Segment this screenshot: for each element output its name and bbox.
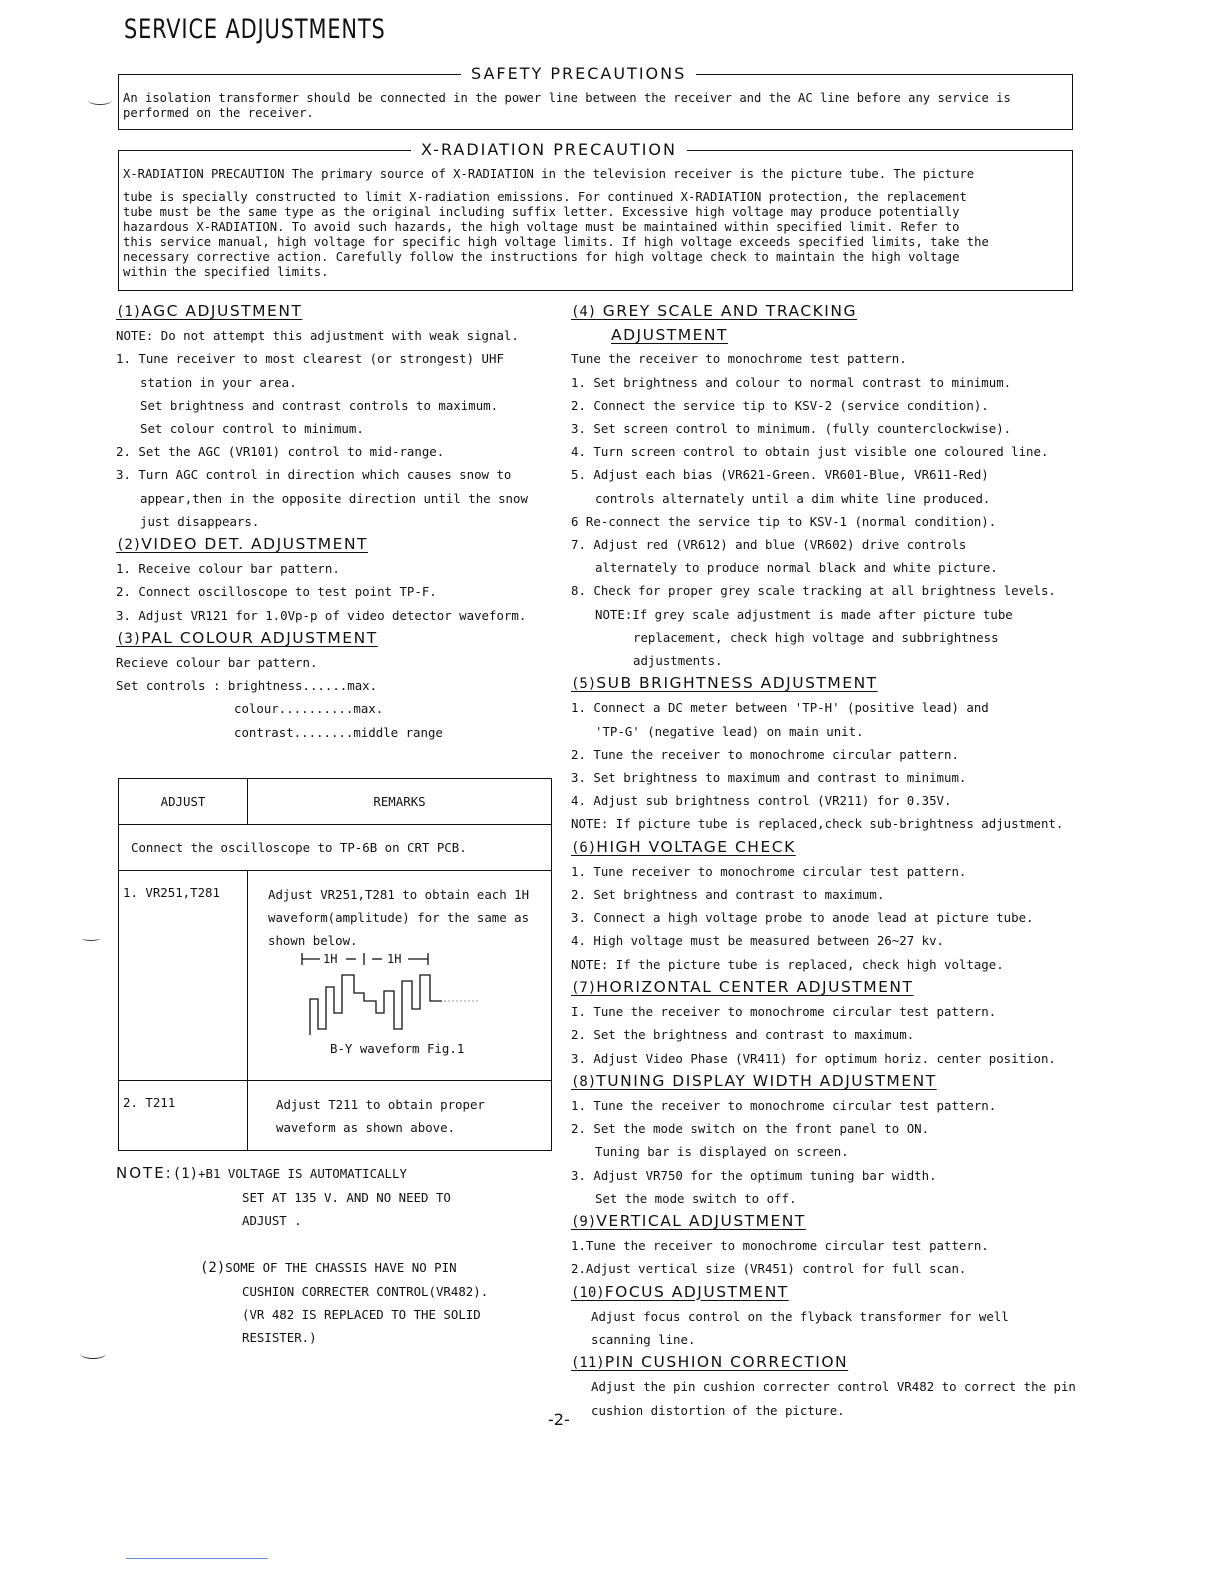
right-column — [571, 300, 1111, 1422]
grey-line: replacement, check high voltage and subbrightness — [633, 629, 999, 645]
vertical-line: 2.Adjust vertical size (VR451) control for full scan. — [571, 1261, 967, 1277]
video-det-line: 2. Connect oscilloscope to test point TP-F. — [116, 584, 437, 600]
sub-brightness-line: 4. Adjust sub brightness control (VR211) for 0.35V. — [571, 793, 952, 809]
note-line: NOTE:(1)+B1 VOLTAGE IS AUTOMATICALLY — [116, 1164, 407, 1182]
video-det-line: 3. Adjust VR121 for 1.0Vp-p of video detector waveform. — [116, 607, 527, 623]
xradiation-box — [118, 140, 1073, 291]
tuning-line: 3. Adjust VR750 for the optimum tuning bar width. — [571, 1167, 937, 1183]
tuning-line: 1. Tune the receiver to monochrome circular test pattern. — [571, 1097, 997, 1113]
sub-brightness-line: 3. Set brightness to maximum and contrast to minimum. — [571, 770, 967, 786]
grey-line: 6 Re-connect the service tip to KSV-1 (normal condition). — [571, 513, 997, 529]
agc-line: Set brightness and contrast controls to maximum. — [140, 397, 499, 413]
agc-line: station in your area. — [140, 374, 297, 390]
pal-line: colour..........max. — [234, 701, 384, 717]
agc-line: just disappears. — [140, 513, 260, 529]
agc-line: 1. Tune receiver to most clearest (or strongest) UHF — [116, 351, 504, 367]
grey-line: alternately to produce normal black and white picture. — [595, 560, 998, 576]
xrad-line: tube is specially constructed to limit X-radiation emissions. For continued X-RADIATION protection, the replacement — [123, 190, 967, 204]
agc-line: 2. Set the AGC (VR101) control to mid-range. — [116, 444, 445, 460]
focus-line: scanning line. — [591, 1331, 696, 1347]
table-row2-remarks — [248, 1081, 552, 1151]
note-label: NOTE: — [116, 1164, 173, 1182]
section-heading-vertical: (9)VERTICAL ADJUSTMENT — [571, 1211, 806, 1230]
pal-line: Recieve colour bar pattern. — [116, 655, 318, 671]
section-heading-high-voltage: (6)HIGH VOLTAGE CHECK — [571, 837, 796, 856]
agc-line: 3. Turn AGC control in direction which causes snow to — [116, 467, 512, 483]
xrad-line: this service manual, high voltage for specific high voltage limits. If high voltage exceeds specified limits, take the — [123, 235, 989, 249]
row2-remark-line: waveform as shown above. — [276, 1120, 456, 1136]
grey-line: 5. Adjust each bias (VR621-Green. VR601-Blue, VR611-Red) — [571, 467, 989, 483]
sub-brightness-line: NOTE: If picture tube is replaced,check sub-brightness adjustment. — [571, 816, 1064, 832]
horizontal-line: 2. Set the brightness and contrast to maximum. — [571, 1027, 915, 1043]
grey-line: adjustments. — [633, 653, 723, 669]
row1-remark-line: shown below. — [268, 933, 358, 949]
high-voltage-line: 2. Set brightness and contrast to maximum. — [571, 887, 885, 903]
scan-mark — [88, 96, 112, 105]
section-heading-grey-scale-2: ADJUSTMENT — [611, 326, 728, 345]
note-line: SET AT 135 V. AND NO NEED TO — [242, 1190, 451, 1206]
row1-remark-line: waveform(amplitude) for the same as — [268, 910, 530, 926]
scan-mark — [82, 936, 100, 941]
table-header-remarks: REMARKS — [248, 779, 552, 825]
row2-remark-line: Adjust T211 to obtain proper — [276, 1097, 485, 1112]
table-header-adjust: ADJUST — [119, 779, 248, 825]
xrad-line: hazardous X-RADIATION. To avoid such hazards, the high voltage must be maintained within specified limit. Refer to — [123, 220, 960, 234]
horizontal-line: 3. Adjust Video Phase (VR411) for optimum horiz. center position. — [571, 1050, 1056, 1066]
horizontal-line: I. Tune the receiver to monochrome circular test pattern. — [571, 1004, 997, 1020]
safety-heading: SAFETY PRECAUTIONS — [461, 64, 696, 83]
table-row2-adjust: 2. T211 — [119, 1081, 248, 1151]
grey-line: 4. Turn screen control to obtain just visible one coloured line. — [571, 444, 1049, 460]
section-heading-sub-brightness: (5)SUB BRIGHTNESS ADJUSTMENT — [571, 674, 878, 693]
high-voltage-line: 4. High voltage must be measured between 26~27 kv. — [571, 933, 944, 949]
grey-line: 3. Set screen control to minimum. (fully counterclockwise). — [571, 421, 1012, 437]
sub-brightness-line: 2. Tune the receiver to monochrome circular pattern. — [571, 746, 959, 762]
xradiation-text — [123, 167, 1067, 280]
grey-line: 8. Check for proper grey scale tracking at all brightness levels. — [571, 583, 1056, 599]
page-title: SERVICE ADJUSTMENTS — [124, 14, 386, 45]
agc-line: NOTE: Do not attempt this adjustment with weak signal. — [116, 328, 519, 344]
vertical-line: 1.Tune the receiver to monochrome circular test pattern. — [571, 1238, 989, 1254]
grey-line: NOTE:If grey scale adjustment is made after picture tube — [595, 606, 1013, 622]
section-heading-grey-scale: (4) GREY SCALE AND TRACKING — [571, 302, 857, 320]
pal-line: contrast........middle range — [234, 724, 443, 740]
note-line: (VR 482 IS REPLACED TO THE SOLID — [242, 1307, 481, 1323]
adjustment-table — [118, 778, 552, 1151]
agc-line: appear,then in the opposite direction until the snow — [140, 490, 528, 506]
fig-caption: B-Y waveform Fig.1 — [330, 1040, 465, 1056]
table-row1-adjust: 1. VR251,T281 — [119, 871, 248, 1081]
fig-1h-label: 1H — [387, 952, 402, 966]
high-voltage-line: 1. Tune receiver to monochrome circular test pattern. — [571, 863, 967, 879]
note-line: CUSHION CORRECTER CONTROL(VR482). — [242, 1283, 489, 1299]
safety-precautions-box — [118, 64, 1073, 130]
high-voltage-line: 3. Connect a high voltage probe to anode lead at picture tube. — [571, 910, 1034, 926]
section-heading-tuning-display: (8)TUNING DISPLAY WIDTH ADJUSTMENT — [571, 1071, 937, 1090]
grey-line: 1. Set brightness and colour to normal contrast to minimum. — [571, 374, 1012, 390]
chassis-note — [116, 1162, 488, 1349]
xrad-line: necessary corrective action. Carefully follow the instructions for high voltage check to maintain the high voltage — [123, 250, 960, 264]
row1-remark-line: Adjust VR251,T281 to obtain each 1H — [268, 887, 530, 902]
tuning-line: Tuning bar is displayed on screen. — [595, 1144, 849, 1160]
pin-cushion-line: Adjust the pin cushion correcter control VR482 to correct the pin — [591, 1379, 1076, 1395]
fig-1h-label: 1H — [323, 952, 338, 966]
b-y-waveform-figure — [268, 953, 508, 1057]
section-heading-video-det: (2)VIDEO DET. ADJUSTMENT — [116, 535, 369, 554]
section-heading-pin-cushion: (11)PIN CUSHION CORRECTION — [571, 1353, 849, 1372]
scan-mark — [80, 1348, 106, 1359]
tuning-line: Set the mode switch to off. — [595, 1190, 797, 1206]
pin-cushion-line: cushion distortion of the picture. — [591, 1402, 845, 1418]
note-line: (2)SOME OF THE CHASSIS HAVE NO PIN — [200, 1259, 457, 1276]
grey-line: 2. Connect the service tip to KSV-2 (service condition). — [571, 397, 989, 413]
grey-line: controls alternately until a dim white line produced. — [595, 490, 991, 506]
note-line: ADJUST . — [242, 1213, 302, 1229]
section-heading-horizontal-center: (7)HORIZONTAL CENTER ADJUSTMENT — [571, 977, 914, 996]
sub-brightness-line: 1. Connect a DC meter between 'TP-H' (positive lead) and — [571, 700, 989, 716]
section-heading-agc: (1)AGC ADJUSTMENT — [116, 302, 303, 320]
xradiation-heading: X-RADIATION PRECAUTION — [411, 140, 687, 159]
page-number: -2- — [548, 1410, 570, 1429]
agc-line: Set colour control to minimum. — [140, 421, 364, 437]
table-connect-row: Connect the oscilloscope to TP-6B on CRT PCB. — [119, 825, 552, 871]
grey-line: 7. Adjust red (VR612) and blue (VR602) drive controls — [571, 537, 967, 553]
tuning-line: 2. Set the mode switch on the front panel to ON. — [571, 1121, 930, 1137]
scan-blue-line — [126, 1558, 268, 1559]
pal-line: Set controls : brightness......max. — [116, 678, 378, 694]
table-row1-remarks — [248, 871, 552, 1081]
sub-brightness-line: 'TP-G' (negative lead) on main unit. — [595, 723, 864, 739]
section-heading-pal-colour: (3)PAL COLOUR ADJUSTMENT — [116, 628, 378, 647]
video-det-line: 1. Receive colour bar pattern. — [116, 561, 340, 577]
high-voltage-line: NOTE: If the picture tube is replaced, check high voltage. — [571, 956, 1004, 972]
xrad-line: tube must be the same type as the original including suffix letter. Excessive high voltage may produce potentially — [123, 205, 960, 219]
note-line: RESISTER.) — [242, 1330, 317, 1346]
xrad-line: within the specified limits. — [123, 265, 329, 279]
focus-line: Adjust focus control on the flyback transformer for well — [591, 1308, 1009, 1324]
xrad-line: X-RADIATION PRECAUTION The primary source of X-RADIATION in the television receiver is the picture tube. The picture — [123, 167, 975, 181]
section-heading-focus: (10)FOCUS ADJUSTMENT — [571, 1282, 789, 1301]
safety-text: An isolation transformer should be connected in the power line between the receiver and the AC line before any service is performed on the receiver. — [123, 91, 1011, 120]
left-column — [116, 300, 556, 744]
grey-line: Tune the receiver to monochrome test pattern. — [571, 351, 907, 367]
